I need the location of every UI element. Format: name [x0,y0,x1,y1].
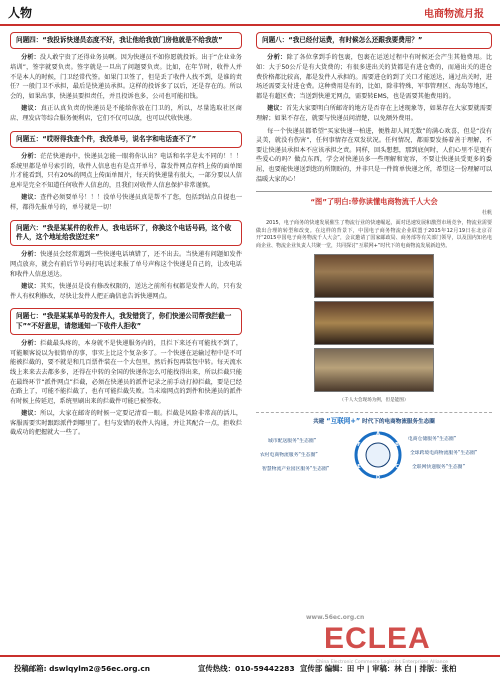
qa-block [256,32,492,184]
diagram-title-prefix: 共建 [313,418,325,425]
qa-block [10,220,242,302]
question-box: 问题八：“我已经付运费，有时候怎么还跟我要费用？” [256,32,492,49]
journal-title: 电商物流月报 [424,9,484,20]
paragraph-tag: 分析： [21,152,41,160]
qa-paragraph [10,152,242,190]
conference-photo [314,254,434,298]
submission-email: 投稿邮箱: dswlqylm2@56ec.org.cn [14,664,150,673]
left-column [10,32,242,647]
paragraph-tag: 分析： [267,54,287,62]
article-title: “图”了明白:带你读懂电商物流千人大会 [310,197,438,207]
qa-paragraph [256,53,492,101]
ring-letter: A [376,430,380,437]
photo-caption: （千人大会现场为例，但是能图） [339,397,409,403]
diagram-label: 智慧物流产业园区服务“生态圈” [262,466,330,472]
question-box: 问题七：“我是某某单号的发件人，我发错货了，你们快递公司帮我拦截一下”“不好意思，请您通知一下收件人拒收” [10,308,242,335]
qa-block [10,308,242,438]
paragraph-text: 除了各位拿到手的包裹，包裹在运送过程中有时候还会产生其他费用。比如：大于50公斤是有大货费的；有很多进出关的货都是有进仓费的，而通出关的进仓费价格都比较高，都是发件人承担的。需要进仓的到了关口才能送达，通过出关时，进场还需要支付进仓费。这种费用是有的，比如，除非特殊，军事管理区、海岛等地区，都是有超区费；当送到快递无网点，需要转EMS，也是需要其他费用的。 [256,54,492,100]
paragraph-text: 快递员会经常遇到一些快递电话填错了，还不出去。当快递有问题如发件网点放弃，就会有前后节号码打电话过来报了单号声称这个快递是自己的，让改电话和收件人信息送达。 [10,251,242,278]
qa-paragraph [10,282,242,301]
qa-paragraph [10,53,242,101]
page-footer [0,655,500,679]
paragraph-text: 茫茫快递海中，快递员怎能一眼将你认出？电话和名字是太不同的！！！系统里都是单号索引的，收件人信息也有是点开单号，靠发件网点存档上传的面单图片才能看到，只有20%的网点上传面单图片，每天的快递量有很大，一部分要以人信息库是完全不知道任何收件人信息的，且我们对收件人信息保护非常谨慎。 [10,152,242,189]
ring-letter: D [375,474,381,481]
ring-letter: C [395,463,399,470]
article-section [256,191,492,405]
paragraph-tag: 建议： [21,194,41,202]
ring-letter: B [395,441,399,448]
alliance-logo: ECLEA [324,622,431,655]
watermark-site: www.56ec.org.cn [306,614,365,621]
section-title: 人物 [8,6,33,20]
article-author: 杜帆 [481,209,492,216]
diagram-title-suffix: 时代下的电商物流服务生态圈 [362,418,435,425]
conference-photo [314,301,434,345]
diagram-label: 全联网快递服务“生态圈” [412,464,465,470]
paragraph-tag: 分析： [21,54,40,62]
paragraph-text: 拦截最头疼的，本身就不是快递服务内的，且拦下来还有可能找不到了，可能顺客说以为很简单的事，事实上比这个复杂多了。一个快递在运输过程中是不可能被拦截的，要不就是和几百票件装在一个大包里，然后拆包再装包中转。每天流水线上来来去去都多多，还得在中转的全国的快递你怎么可能找得出来，所以拦截只能在最终环节“派件网点”拦截，必须在快递员的派件记录之前手动打掉拦截，要是已经在路上了，可能不能拦截了，也有可能拦截失败。当末端网点的到件和快递员的派件有时候上传延迟，系统里刷出来的拦截件可能已被签收。 [10,340,242,405]
editorial-credits: 宣传部 编辑：田 中 | 审稿：林 白 | 排版：张柏 [300,664,457,673]
diagram-label: 电商仓储服务“生态圈” [408,436,457,442]
ring-letter: F [357,441,361,448]
question-box: 问题五：“哎呀得我查个件，我没单号，说名字和电话查不了” [10,131,242,148]
question-box: 问题四：“我投诉快递员态度不好，我让他给我放门房他就是不给我放” [10,32,242,49]
diagram-label: 城市配送服务“生态圈” [268,438,317,444]
qa-paragraph [10,250,242,279]
qa-paragraph [10,104,242,123]
paragraph-tag: 建议： [21,105,41,113]
paragraph-tag: 分析： [21,251,41,259]
diagram-label: 农村电商物流服务“生态圈” [260,452,318,458]
paragraph-text: 所以，大家在邮寄的时候一定要记清看一眼。拦截是风险非常高的活儿，客服需要实时跟踪派件到哪里了。但与发错的收件人沟通，并让其配合一点，拒收拦截成功的把握就大一些了。 [10,410,242,437]
paragraph-text: 真正认真负责的快递员是不能给你放在门卫的，所以，尽量选取社区商店、理发店等综合服务便利店，它们不仅可以放，也可以代收快递。 [10,105,242,122]
ring-core [366,443,390,467]
right-column [256,32,492,647]
page-header [0,0,500,26]
qa-paragraph [10,409,242,438]
qa-block [10,32,242,124]
diagram-title [256,417,492,428]
qa-paragraph [10,193,242,212]
qa-paragraph [256,104,492,123]
paragraph-tag: 建议： [267,105,286,113]
paragraph-tag: 建议： [21,283,41,291]
question-box: 问题六：“我是某某件的收件人，我电话坏了，你换这个电话号码，这个收件人，这个地址给我送过来” [10,220,242,247]
paragraph-tag: 建议： [21,410,41,418]
photo-collage [314,254,434,394]
diagram-title-highlight: “互联网+” [326,416,361,425]
article-body: 2015，电子商务的快速发展催生了物流行业的快速崛起，面对迅速发展和激烈市场竞争，物流业需要做出合理的转型和改变。在这样的背景下，中国电子商务物流企业联盟于2015年12月19日在北京召开“2015中国电子商务物流千人大会”，会议邀请了国家邮政局、商务部等有关部门领导，以及国内知名电商企业、物流企业负责人共聚一堂，共同探讨“互联网+”时代下的电商物流发展新趋势。 [256,220,492,249]
ring-letter: E [357,463,361,470]
paragraph-text: 首先大家要明白所邮寄的地方是否存在上述现象等，如果存在大家要就需要理解；如果不存在，就要与快递员问清楚，以免额外费用。 [256,105,492,122]
ecosystem-diagram [256,412,492,492]
qa-block [10,131,242,213]
paragraph-text: 查件必须要单号！！！没单号快递员真是帮不了您，包括到站点自提也一样，都得先报单号的，单号就是一切！ [10,194,242,211]
paragraph-text: 其实，快递员是没有修改权限的，送达之前所有权都是发件人的，只有发件人有权利修改，尽快让发件人把正确信息告诉快递网点。 [10,283,242,300]
paragraph-text: 每一个快递员都希望“买家快递一柏进，便胜却人间无数”的满心欢喜，但是“没有灵美，就没有伤害”，任何事情存在双发状况。任何情况，都需要发扬着善于理解，不要让快递员承担本不应该承担之责。同样，回头想想，那到底何时，人们心里不是更有些爱心的吗？做点东西，学会对快递员多一些理解和宽容，不要让快递员受更多的委屈，也要能快递送到您的所期盼的，并非只是一件简单快递之所，希望这一份理解可以温暖大家的心！ [256,127,492,183]
qa-paragraph [10,339,242,406]
paragraph-tag: 分析： [21,340,41,348]
hotline: 宣传热线：010-59442283 [198,664,295,673]
watermark-subtitle: China Electronic Commerce Logistics Enterprises Alliance [316,660,448,665]
conference-photo [314,348,434,392]
ecosystem-ring [352,429,404,481]
qa-paragraph [256,127,492,185]
paragraph-text: 没人敢宁贵了还得业务员啊。因为快递员不如你愿就投诉。出于“企业业务培训”，签字就要负责。签字就是一旦出了问题要负责。比如，在年节时，收件人并不是本人的时候，门卫经常代签。如果门卫签了，但是丢了收件人找不到，是谁的责任？一般门卫不承担，最后是快递员承担。这样的投诉多了以后，还是存在的。所以会的，如果出事，快递员要担责任，并且投诉也多，公司也可能扣钱。 [10,54,242,100]
diagram-label: 全球跨境电商物流服务“生态圈” [410,450,478,456]
